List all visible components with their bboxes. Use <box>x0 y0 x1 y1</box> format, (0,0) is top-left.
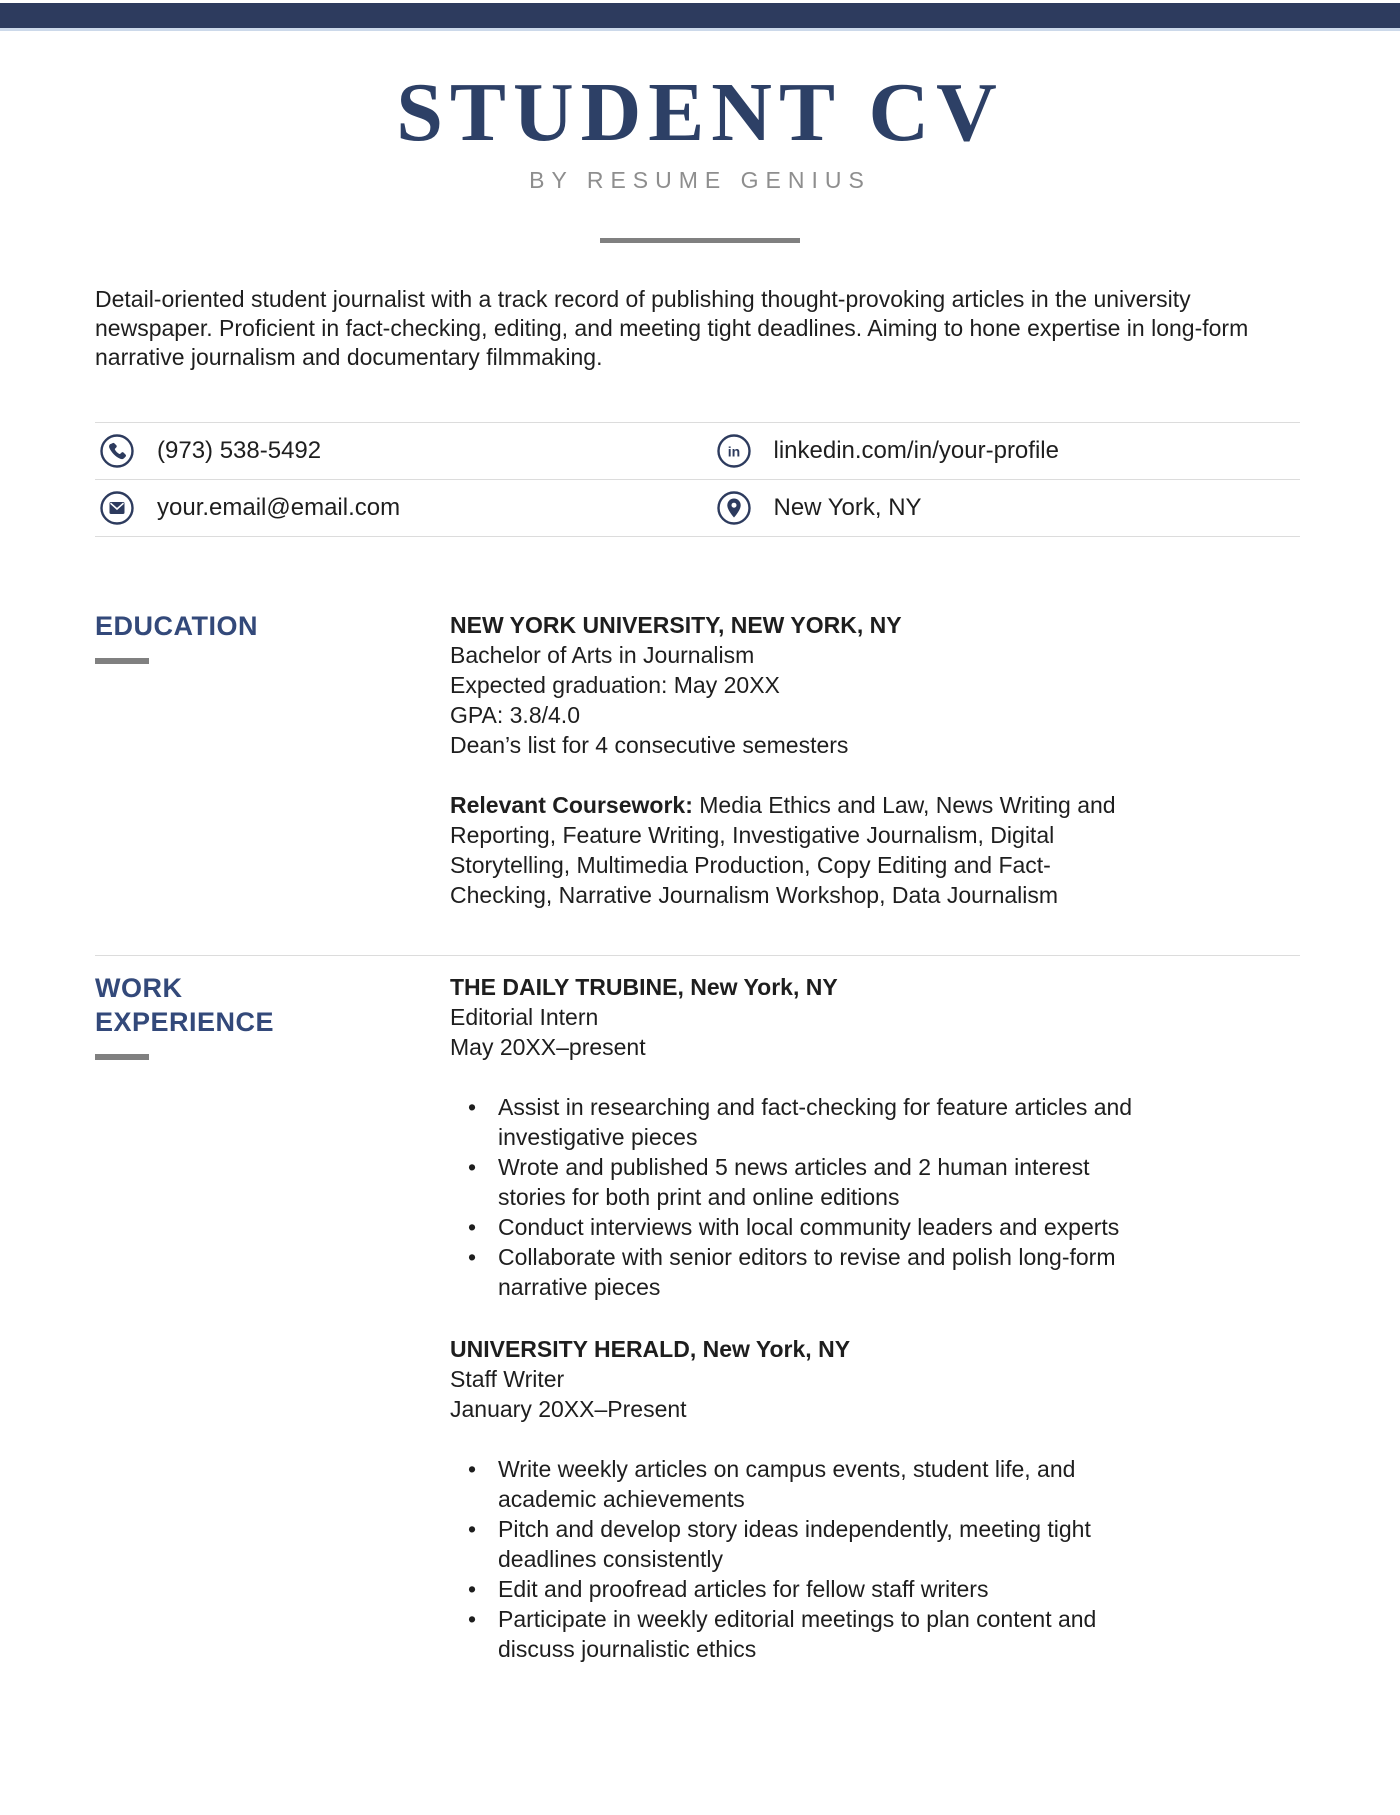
job-company: THE DAILY TRUBINE, New York, NY <box>450 974 838 1001</box>
coursework-text: Media Ethics and Law, News Writing and Reporting, Feature Writing, Investigative Journalism, Digital Storytelling, Multimedia Production, Copy Editing and Fact-Checking, Narrative Journalism Workshop, Data Journalism <box>450 792 1116 909</box>
gpa-line: GPA: 3.8/4.0 <box>450 702 580 729</box>
job-bullet-list <box>450 1454 1150 1664</box>
document-header <box>0 66 1400 243</box>
location-value: New York, NY <box>773 494 922 522</box>
honors-line: Dean’s list for 4 consecutive semesters <box>450 732 849 759</box>
job-bullet: • Wrote and published 5 news articles and 2 human interest stories for both print and online editions <box>450 1152 1150 1212</box>
job-company: UNIVERSITY HERALD, New York, NY <box>450 1336 851 1363</box>
job-bullet: • Collaborate with senior editors to revise and polish long-form narrative pieces <box>450 1242 1150 1302</box>
document-body <box>0 285 1400 1664</box>
job-bullet: • Edit and proofread articles for fellow staff writers <box>450 1574 1150 1604</box>
work-label <box>95 972 450 1060</box>
education-heading: EDUCATION <box>95 611 258 642</box>
work-details <box>450 972 1150 1664</box>
work-heading: WORK EXPERIENCE <box>95 973 275 1037</box>
education-heading-bar <box>95 658 149 664</box>
coursework-label: Relevant Coursework: <box>450 792 693 819</box>
svg-text:in: in <box>727 443 740 460</box>
job-bullet: • Write weekly articles on campus events, student life, and academic achievements <box>450 1454 1150 1514</box>
contact-location <box>698 480 1301 537</box>
job-dates: January 20XX–Present <box>450 1396 687 1423</box>
job-role: Editorial Intern <box>450 1004 599 1031</box>
job-bullet: • Participate in weekly editorial meetings to plan content and discuss journalistic ethics <box>450 1604 1150 1664</box>
phone-icon <box>99 433 135 469</box>
summary-paragraph: Detail-oriented student journalist with a track record of publishing thought-provoking articles in the university newspaper. Proficient in fact-checking, editing, and meeting tight deadlines. Aiming to hone expertise in long-form narrative journalism and documentary filmmaking. <box>95 286 1249 371</box>
title-divider <box>600 238 800 243</box>
school-name: NEW YORK UNIVERSITY, NEW YORK, NY <box>450 612 902 639</box>
linkedin-icon <box>716 433 752 469</box>
page-title: STUDENT CV <box>396 66 1004 159</box>
education-section <box>95 610 1300 910</box>
email-icon <box>99 490 135 526</box>
contact-email <box>95 480 698 537</box>
work-experience-section <box>95 955 1300 1664</box>
location-icon <box>716 490 752 526</box>
job-dates: May 20XX–present <box>450 1034 646 1061</box>
job-bullet: • Assist in researching and fact-checking for feature articles and investigative pieces <box>450 1092 1150 1152</box>
email-value: your.email@email.com <box>157 494 401 522</box>
education-details <box>450 610 1150 910</box>
work-heading-bar <box>95 1054 149 1060</box>
phone-value: (973) 538-5492 <box>157 437 322 465</box>
contact-phone <box>95 423 698 480</box>
job-bullet-list <box>450 1092 1150 1302</box>
degree-line: Bachelor of Arts in Journalism <box>450 642 755 669</box>
linkedin-value: linkedin.com/in/your-profile <box>773 437 1059 465</box>
coursework-paragraph <box>450 790 1150 910</box>
education-label <box>95 610 450 664</box>
job-entry <box>450 972 1150 1302</box>
job-role: Staff Writer <box>450 1366 565 1393</box>
contact-table <box>95 422 1300 537</box>
graduation-line: Expected graduation: May 20XX <box>450 672 780 699</box>
page-subtitle: BY RESUME GENIUS <box>529 167 871 194</box>
job-entry <box>450 1334 1150 1664</box>
job-bullet: • Pitch and develop story ideas independently, meeting tight deadlines consistently <box>450 1514 1150 1574</box>
contact-linkedin <box>698 423 1301 480</box>
job-bullet: • Conduct interviews with local community leaders and experts <box>450 1212 1150 1242</box>
top-accent-bar <box>0 3 1400 31</box>
